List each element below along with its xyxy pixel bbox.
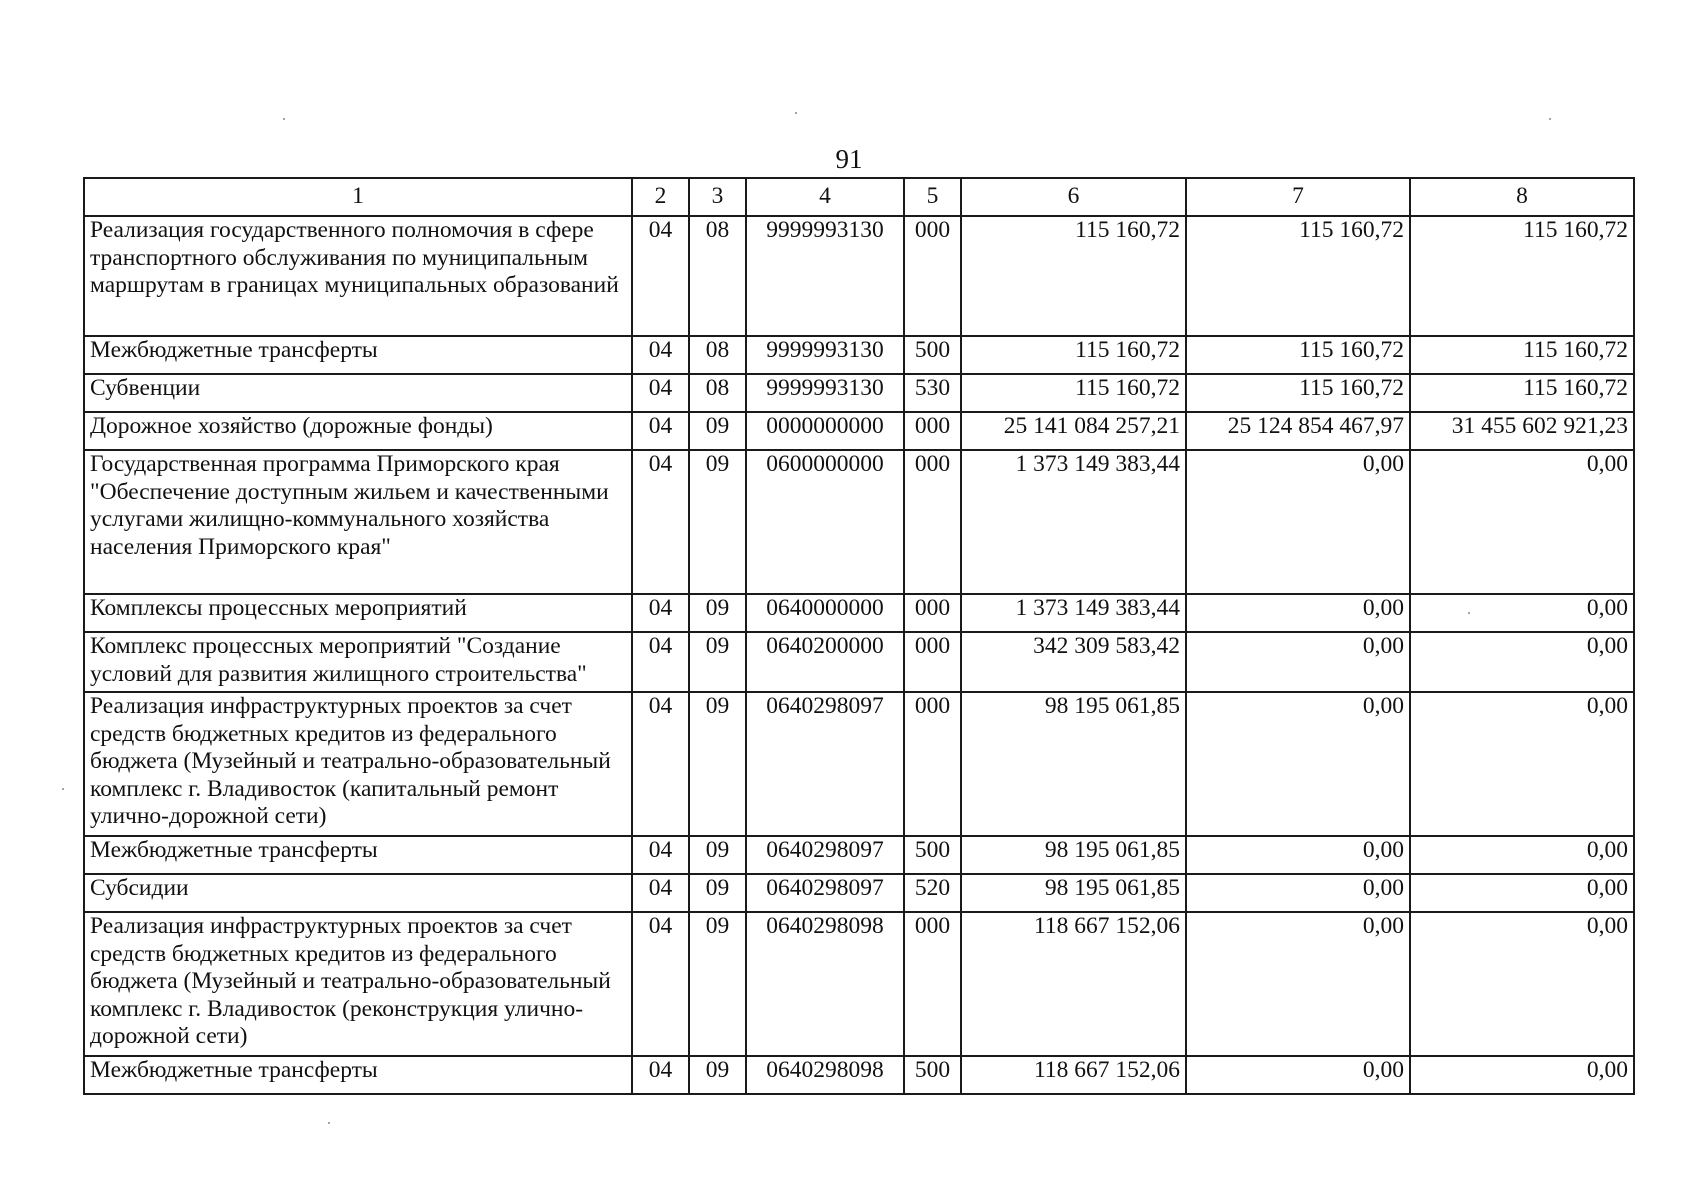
row-expense-type-cell: 520 <box>904 874 961 912</box>
row-amount-col7-cell: 0,00 <box>1186 450 1410 594</box>
row-target-article-cell: 0640298098 <box>746 912 904 1056</box>
row-target-article-cell: 9999993130 <box>746 216 904 336</box>
scan-speck <box>62 788 64 790</box>
row-amount-col8-cell: 0,00 <box>1410 874 1634 912</box>
row-expense-type-cell: 500 <box>904 836 961 874</box>
row-name-cell: Субвенции <box>84 374 632 412</box>
row-subsection-cell: 09 <box>689 412 746 450</box>
table-body <box>84 216 1634 1094</box>
header-col-8: 8 <box>1410 178 1634 216</box>
header-col-3: 3 <box>689 178 746 216</box>
row-amount-col7-cell: 0,00 <box>1186 594 1410 632</box>
row-expense-type-cell: 000 <box>904 412 961 450</box>
header-col-5: 5 <box>904 178 961 216</box>
table-row <box>84 836 1634 874</box>
row-amount-col8-cell: 31 455 602 921,23 <box>1410 412 1634 450</box>
table-header-row <box>84 178 1634 216</box>
row-name-cell: Межбюджетные трансферты <box>84 1056 632 1094</box>
row-amount-col8-cell: 0,00 <box>1410 692 1634 836</box>
row-expense-type-cell: 000 <box>904 632 961 692</box>
row-name-cell: Реализация инфраструктурных проектов за счет средств бюджетных кредитов из федерального бюджета (Музейный и театрально-образовательный комплекс г. Владивосток (реконструкция улично-дорожной сети) <box>84 912 632 1056</box>
row-amount-col6-cell: 98 195 061,85 <box>961 874 1186 912</box>
row-section-cell: 04 <box>632 374 689 412</box>
row-name-cell: Межбюджетные трансферты <box>84 836 632 874</box>
row-amount-col6-cell: 118 667 152,06 <box>961 1056 1186 1094</box>
row-subsection-cell: 08 <box>689 374 746 412</box>
row-section-cell: 04 <box>632 836 689 874</box>
row-amount-col7-cell: 0,00 <box>1186 874 1410 912</box>
row-amount-col6-cell: 342 309 583,42 <box>961 632 1186 692</box>
row-subsection-cell: 09 <box>689 632 746 692</box>
table-row <box>84 374 1634 412</box>
table-row <box>84 450 1634 594</box>
row-target-article-cell: 9999993130 <box>746 374 904 412</box>
table-row <box>84 912 1634 1056</box>
row-amount-col7-cell: 0,00 <box>1186 632 1410 692</box>
row-target-article-cell: 0640298097 <box>746 874 904 912</box>
row-amount-col7-cell: 0,00 <box>1186 1056 1410 1094</box>
row-amount-col6-cell: 1 373 149 383,44 <box>961 594 1186 632</box>
row-subsection-cell: 09 <box>689 874 746 912</box>
row-amount-col8-cell: 0,00 <box>1410 912 1634 1056</box>
row-amount-col6-cell: 98 195 061,85 <box>961 836 1186 874</box>
row-amount-col7-cell: 115 160,72 <box>1186 216 1410 336</box>
row-amount-col8-cell: 0,00 <box>1410 836 1634 874</box>
row-subsection-cell: 09 <box>689 912 746 1056</box>
header-col-6: 6 <box>961 178 1186 216</box>
row-subsection-cell: 09 <box>689 692 746 836</box>
row-section-cell: 04 <box>632 912 689 1056</box>
scan-speck <box>795 112 797 114</box>
row-amount-col6-cell: 115 160,72 <box>961 216 1186 336</box>
row-amount-col7-cell: 0,00 <box>1186 912 1410 1056</box>
row-amount-col8-cell: 115 160,72 <box>1410 374 1634 412</box>
row-subsection-cell: 09 <box>689 1056 746 1094</box>
row-target-article-cell: 0640000000 <box>746 594 904 632</box>
table-row <box>84 632 1634 692</box>
row-subsection-cell: 08 <box>689 216 746 336</box>
row-name-cell: Реализация государственного полномочия в сфере транспортного обслуживания по муниципальным маршрутам в границах муниципальных образований <box>84 216 632 336</box>
row-name-cell: Комплексы процессных мероприятий <box>84 594 632 632</box>
row-target-article-cell: 0640200000 <box>746 632 904 692</box>
row-name-cell: Государственная программа Приморского края "Обеспечение доступным жильем и качественными услугами жилищно-коммунального хозяйства населения Приморского края" <box>84 450 632 594</box>
row-amount-col6-cell: 115 160,72 <box>961 336 1186 374</box>
row-amount-col6-cell: 115 160,72 <box>961 374 1186 412</box>
row-amount-col7-cell: 115 160,72 <box>1186 374 1410 412</box>
row-target-article-cell: 0640298097 <box>746 836 904 874</box>
header-col-2: 2 <box>632 178 689 216</box>
row-section-cell: 04 <box>632 450 689 594</box>
row-expense-type-cell: 000 <box>904 692 961 836</box>
scan-speck <box>1549 118 1551 120</box>
row-amount-col8-cell: 115 160,72 <box>1410 336 1634 374</box>
row-section-cell: 04 <box>632 594 689 632</box>
scan-speck <box>283 118 285 120</box>
row-amount-col7-cell: 115 160,72 <box>1186 336 1410 374</box>
row-section-cell: 04 <box>632 336 689 374</box>
row-subsection-cell: 09 <box>689 836 746 874</box>
budget-table <box>83 177 1635 1095</box>
row-section-cell: 04 <box>632 216 689 336</box>
row-expense-type-cell: 500 <box>904 336 961 374</box>
row-subsection-cell: 08 <box>689 336 746 374</box>
row-name-cell: Субсидии <box>84 874 632 912</box>
row-section-cell: 04 <box>632 692 689 836</box>
table-row <box>84 692 1634 836</box>
row-expense-type-cell: 000 <box>904 912 961 1056</box>
scan-speck <box>328 1122 330 1124</box>
row-amount-col8-cell: 0,00 <box>1410 594 1634 632</box>
row-amount-col7-cell: 0,00 <box>1186 836 1410 874</box>
row-subsection-cell: 09 <box>689 594 746 632</box>
row-target-article-cell: 0000000000 <box>746 412 904 450</box>
row-expense-type-cell: 530 <box>904 374 961 412</box>
row-target-article-cell: 0640298098 <box>746 1056 904 1094</box>
page-number: 91 <box>835 144 863 174</box>
row-section-cell: 04 <box>632 412 689 450</box>
table-row <box>84 412 1634 450</box>
row-amount-col6-cell: 25 141 084 257,21 <box>961 412 1186 450</box>
table-row <box>84 594 1634 632</box>
row-amount-col8-cell: 0,00 <box>1410 632 1634 692</box>
row-section-cell: 04 <box>632 632 689 692</box>
row-name-cell: Комплекс процессных мероприятий "Создание условий для развития жилищного строительства" <box>84 632 632 692</box>
table-row <box>84 1056 1634 1094</box>
row-amount-col8-cell: 0,00 <box>1410 1056 1634 1094</box>
row-target-article-cell: 0640298097 <box>746 692 904 836</box>
header-col-1: 1 <box>84 178 632 216</box>
row-amount-col8-cell: 115 160,72 <box>1410 216 1634 336</box>
row-target-article-cell: 9999993130 <box>746 336 904 374</box>
table-row <box>84 336 1634 374</box>
row-section-cell: 04 <box>632 1056 689 1094</box>
table-row <box>84 216 1634 336</box>
row-amount-col8-cell: 0,00 <box>1410 450 1634 594</box>
row-name-cell: Дорожное хозяйство (дорожные фонды) <box>84 412 632 450</box>
row-section-cell: 04 <box>632 874 689 912</box>
row-expense-type-cell: 500 <box>904 1056 961 1094</box>
row-amount-col6-cell: 98 195 061,85 <box>961 692 1186 836</box>
row-amount-col6-cell: 1 373 149 383,44 <box>961 450 1186 594</box>
row-expense-type-cell: 000 <box>904 594 961 632</box>
row-subsection-cell: 09 <box>689 450 746 594</box>
row-name-cell: Реализация инфраструктурных проектов за счет средств бюджетных кредитов из федерального бюджета (Музейный и театрально-образовательный комплекс г. Владивосток (капитальный ремонт улично-дорожной сети) <box>84 692 632 836</box>
header-col-4: 4 <box>746 178 904 216</box>
row-target-article-cell: 0600000000 <box>746 450 904 594</box>
row-expense-type-cell: 000 <box>904 450 961 594</box>
row-name-cell: Межбюджетные трансферты <box>84 336 632 374</box>
row-expense-type-cell: 000 <box>904 216 961 336</box>
table-row <box>84 874 1634 912</box>
scan-speck <box>1468 612 1470 614</box>
header-col-7: 7 <box>1186 178 1410 216</box>
row-amount-col6-cell: 118 667 152,06 <box>961 912 1186 1056</box>
row-amount-col7-cell: 0,00 <box>1186 692 1410 836</box>
row-amount-col7-cell: 25 124 854 467,97 <box>1186 412 1410 450</box>
